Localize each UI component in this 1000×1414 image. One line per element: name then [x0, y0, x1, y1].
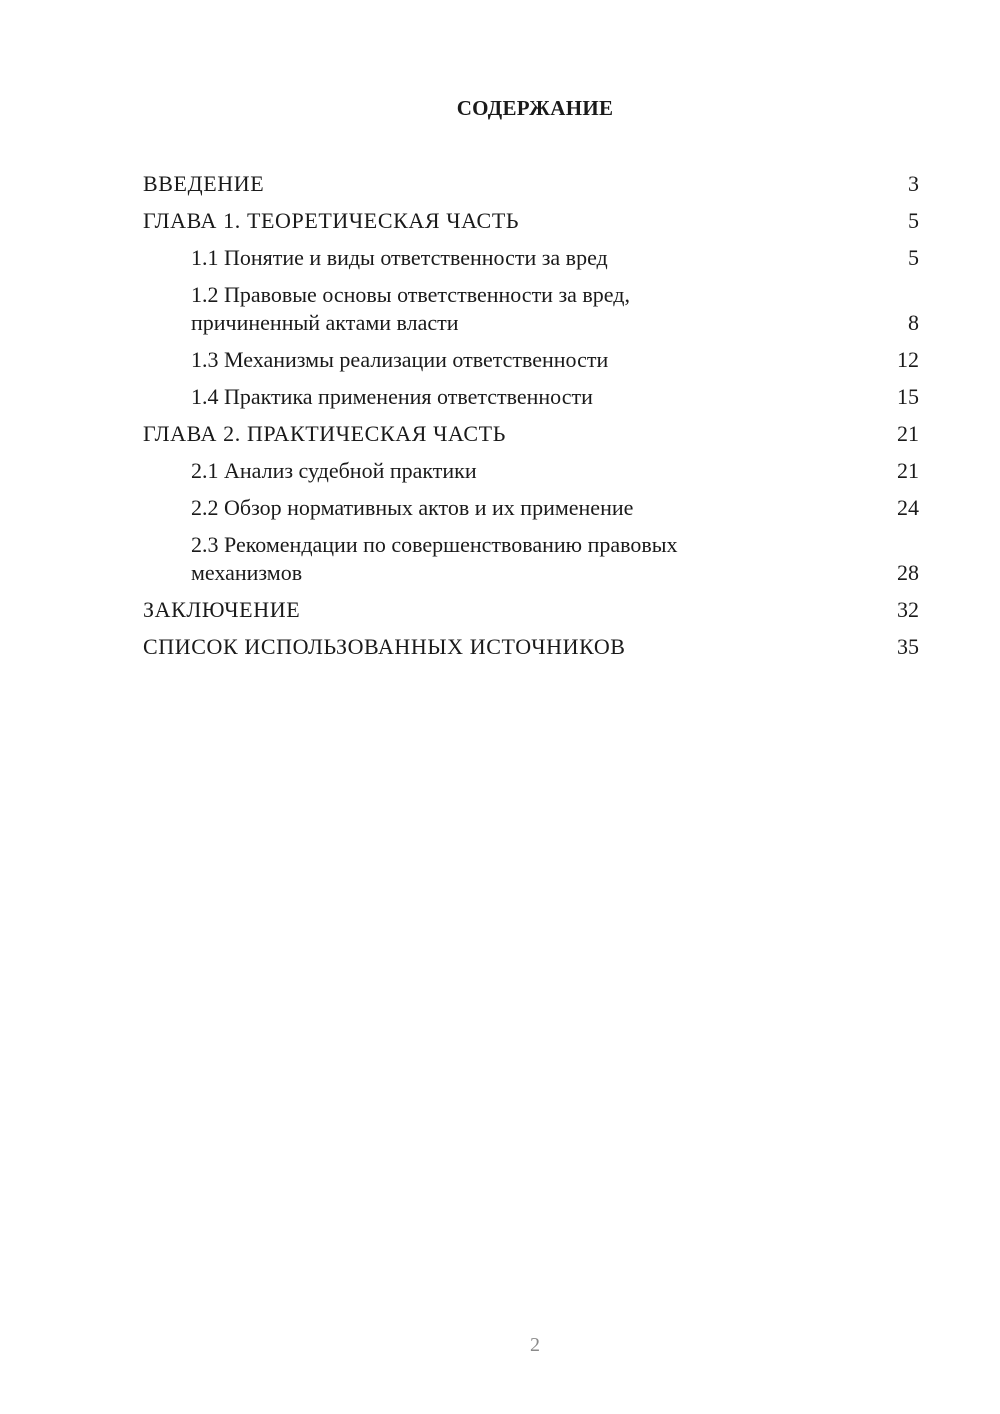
toc-chapter-entry	[143, 207, 919, 235]
toc-list	[143, 170, 919, 670]
toc-entry-page: 12	[897, 347, 919, 372]
toc-entry-title: 2.1 Анализ судебной практики	[191, 458, 477, 483]
toc-chapter-entry	[143, 170, 919, 198]
toc-entry-title: 1.2 Правовые основы ответственности за вред, причиненный актами власти	[191, 282, 630, 335]
toc-section-entry	[143, 383, 919, 411]
toc-chapter-entry	[143, 420, 919, 448]
toc-entry-page: 21	[897, 421, 919, 446]
toc-entry-page: 5	[908, 245, 919, 270]
toc-entry-page: 28	[897, 560, 919, 585]
toc-entry-title: СПИСОК ИСПОЛЬЗОВАННЫХ ИСТОЧНИКОВ	[143, 634, 626, 659]
toc-entry-page: 15	[897, 384, 919, 409]
toc-section-entry	[143, 531, 919, 587]
toc-section-entry	[143, 494, 919, 522]
toc-entry-page: 32	[897, 597, 919, 622]
toc-title: СОДЕРЖАНИЕ	[456, 96, 614, 120]
toc-entry-page: 35	[897, 634, 919, 659]
toc-entry-page: 24	[897, 495, 919, 520]
toc-section-entry	[143, 346, 919, 374]
toc-entry-title: ГЛАВА 1. ТЕОРЕТИЧЕСКАЯ ЧАСТЬ	[143, 208, 520, 233]
toc-entry-title: ЗАКЛЮЧЕНИЕ	[143, 597, 301, 622]
toc-entry-title: 2.2 Обзор нормативных актов и их применение	[191, 495, 634, 520]
toc-entry-title: 1.4 Практика применения ответственности	[191, 384, 593, 409]
toc-entry-page: 8	[908, 310, 919, 335]
toc-section-entry	[143, 281, 919, 337]
toc-entry-page: 5	[908, 208, 919, 233]
toc-chapter-entry	[143, 596, 919, 624]
toc-chapter-entry	[143, 633, 919, 661]
toc-entry-title: 1.1 Понятие и виды ответственности за вред	[191, 245, 608, 270]
toc-section-entry	[143, 244, 919, 272]
page-number: 2	[530, 1334, 540, 1356]
toc-entry-title: ВВЕДЕНИЕ	[143, 171, 265, 196]
toc-section-entry	[143, 457, 919, 485]
toc-entry-title: ГЛАВА 2. ПРАКТИЧЕСКАЯ ЧАСТЬ	[143, 421, 506, 446]
toc-entry-title: 1.3 Механизмы реализации ответственности	[191, 347, 609, 372]
toc-entry-page: 3	[908, 171, 919, 196]
toc-entry-page: 21	[897, 458, 919, 483]
toc-entry-title: 2.3 Рекомендации по совершенствованию правовых механизмов	[191, 532, 678, 585]
